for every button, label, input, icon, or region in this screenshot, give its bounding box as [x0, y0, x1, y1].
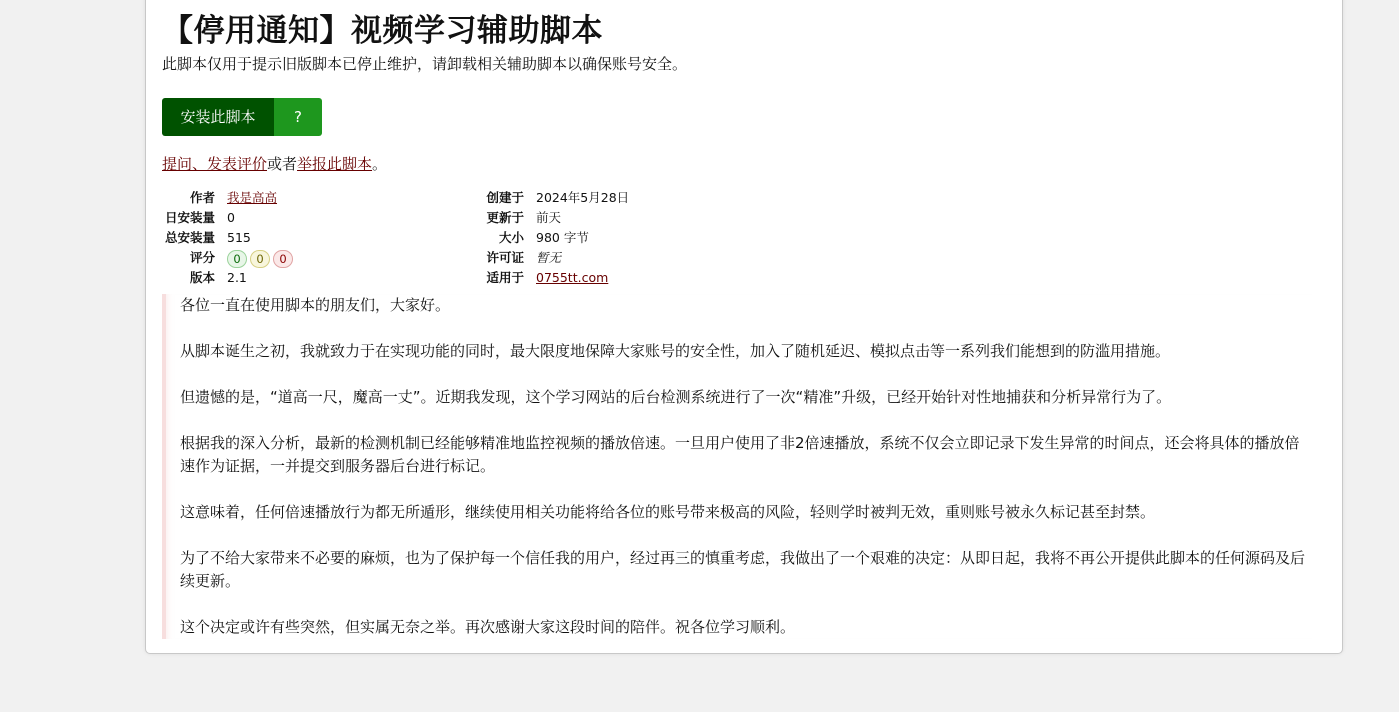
meta-right-column [471, 188, 629, 288]
meta-row-created [471, 188, 629, 208]
license-value: 暂无 [536, 250, 562, 265]
script-info-card [145, 0, 1343, 654]
meta-key: 许可证 [486, 250, 524, 265]
ask-review-link[interactable]: 提问、发表评价 [162, 155, 268, 173]
install-button-group [162, 98, 322, 136]
size-value: 980 字节 [536, 230, 589, 245]
meta-key: 版本 [189, 270, 215, 285]
script-description: 此脚本仅用于提示旧版脚本已停止维护，请卸载相关辅助脚本以确保账号安全。 [162, 55, 688, 73]
install-help-button[interactable]: ? [274, 98, 322, 136]
meta-row-daily-installs [162, 208, 296, 228]
meta-left-column [162, 188, 296, 288]
meta-key: 评分 [189, 250, 215, 265]
meta-row-license [471, 248, 629, 268]
meta-key: 作者 [189, 190, 215, 205]
body-paragraph: 从脚本诞生之初，我就致力于在实现功能的同时，最大限度地保障大家账号的安全性，加入了随机延迟、模拟点击等一系列我们能想到的防滥用措施。 [180, 342, 1171, 360]
rating-good-badge[interactable]: 0 [227, 250, 247, 268]
created-value: 2024年5月28日 [536, 190, 630, 205]
feedback-or-text: 或者 [267, 155, 298, 173]
body-paragraph: 这个决定或许有些突然，但实属无奈之举。再次感谢大家这段时间的陪伴。祝各位学习顺利。 [180, 618, 796, 636]
feedback-line [162, 154, 387, 174]
body-paragraph: 但遗憾的是，“道高一尺，魔高一丈”。近期我发现，这个学习网站的后台检测系统进行了一次“精准”升级，已经开始针对性地捕获和分析异常行为了。 [180, 388, 1172, 406]
install-script-button[interactable]: 安装此脚本 [162, 98, 274, 136]
rating-badges [227, 248, 296, 268]
meta-row-version [162, 268, 296, 288]
version-value: 2.1 [227, 270, 247, 285]
meta-row-size [471, 228, 629, 248]
feedback-end: 。 [372, 155, 388, 173]
meta-row-updated [471, 208, 629, 228]
rating-ok-badge[interactable]: 0 [250, 250, 270, 268]
body-paragraph: 根据我的深入分析，最新的检测机制已经能够精准地监控视频的播放倍速。一旦用户使用了非2倍速播放，系统不仅会立即记录下发生异常的时间点，还会将具体的播放倍速作为证据，一并提交到服务器后台进行标记。 [180, 434, 1300, 475]
updated-value: 前天 [536, 210, 562, 225]
rating-bad-badge[interactable]: 0 [273, 250, 293, 268]
meta-key: 日安装量 [164, 210, 215, 225]
additional-info [162, 294, 1312, 639]
page-title: 【停用通知】视频学习辅助脚本 [162, 13, 603, 49]
daily-installs-value: 0 [227, 210, 235, 225]
meta-key: 创建于 [486, 190, 524, 205]
body-paragraph: 这意味着，任何倍速播放行为都无所遁形，继续使用相关功能将给各位的账号带来极高的风险，轻则学时被判无效，重则账号被永久标记甚至封禁。 [180, 503, 1156, 521]
meta-row-rating [162, 248, 296, 268]
author-link[interactable]: 我是高高 [227, 190, 278, 205]
meta-key: 更新于 [486, 210, 524, 225]
meta-row-author [162, 188, 296, 208]
meta-row-applies-to [471, 268, 629, 288]
meta-key: 总安装量 [164, 230, 215, 245]
meta-key: 适用于 [486, 270, 524, 285]
total-installs-value: 515 [227, 230, 251, 245]
meta-row-total-installs [162, 228, 296, 248]
body-paragraph: 为了不给大家带来不必要的麻烦，也为了保护每一个信任我的用户，经过再三的慎重考虑，我做出了一个艰难的决定：从即日起，我将不再公开提供此脚本的任何源码及后续更新。 [180, 549, 1306, 590]
report-script-link[interactable]: 举报此脚本 [297, 155, 373, 173]
body-paragraph: 各位一直在使用脚本的朋友们，大家好。 [180, 296, 451, 314]
applies-to-site-link[interactable]: 0755tt.com [536, 270, 609, 285]
meta-key: 大小 [498, 230, 524, 245]
